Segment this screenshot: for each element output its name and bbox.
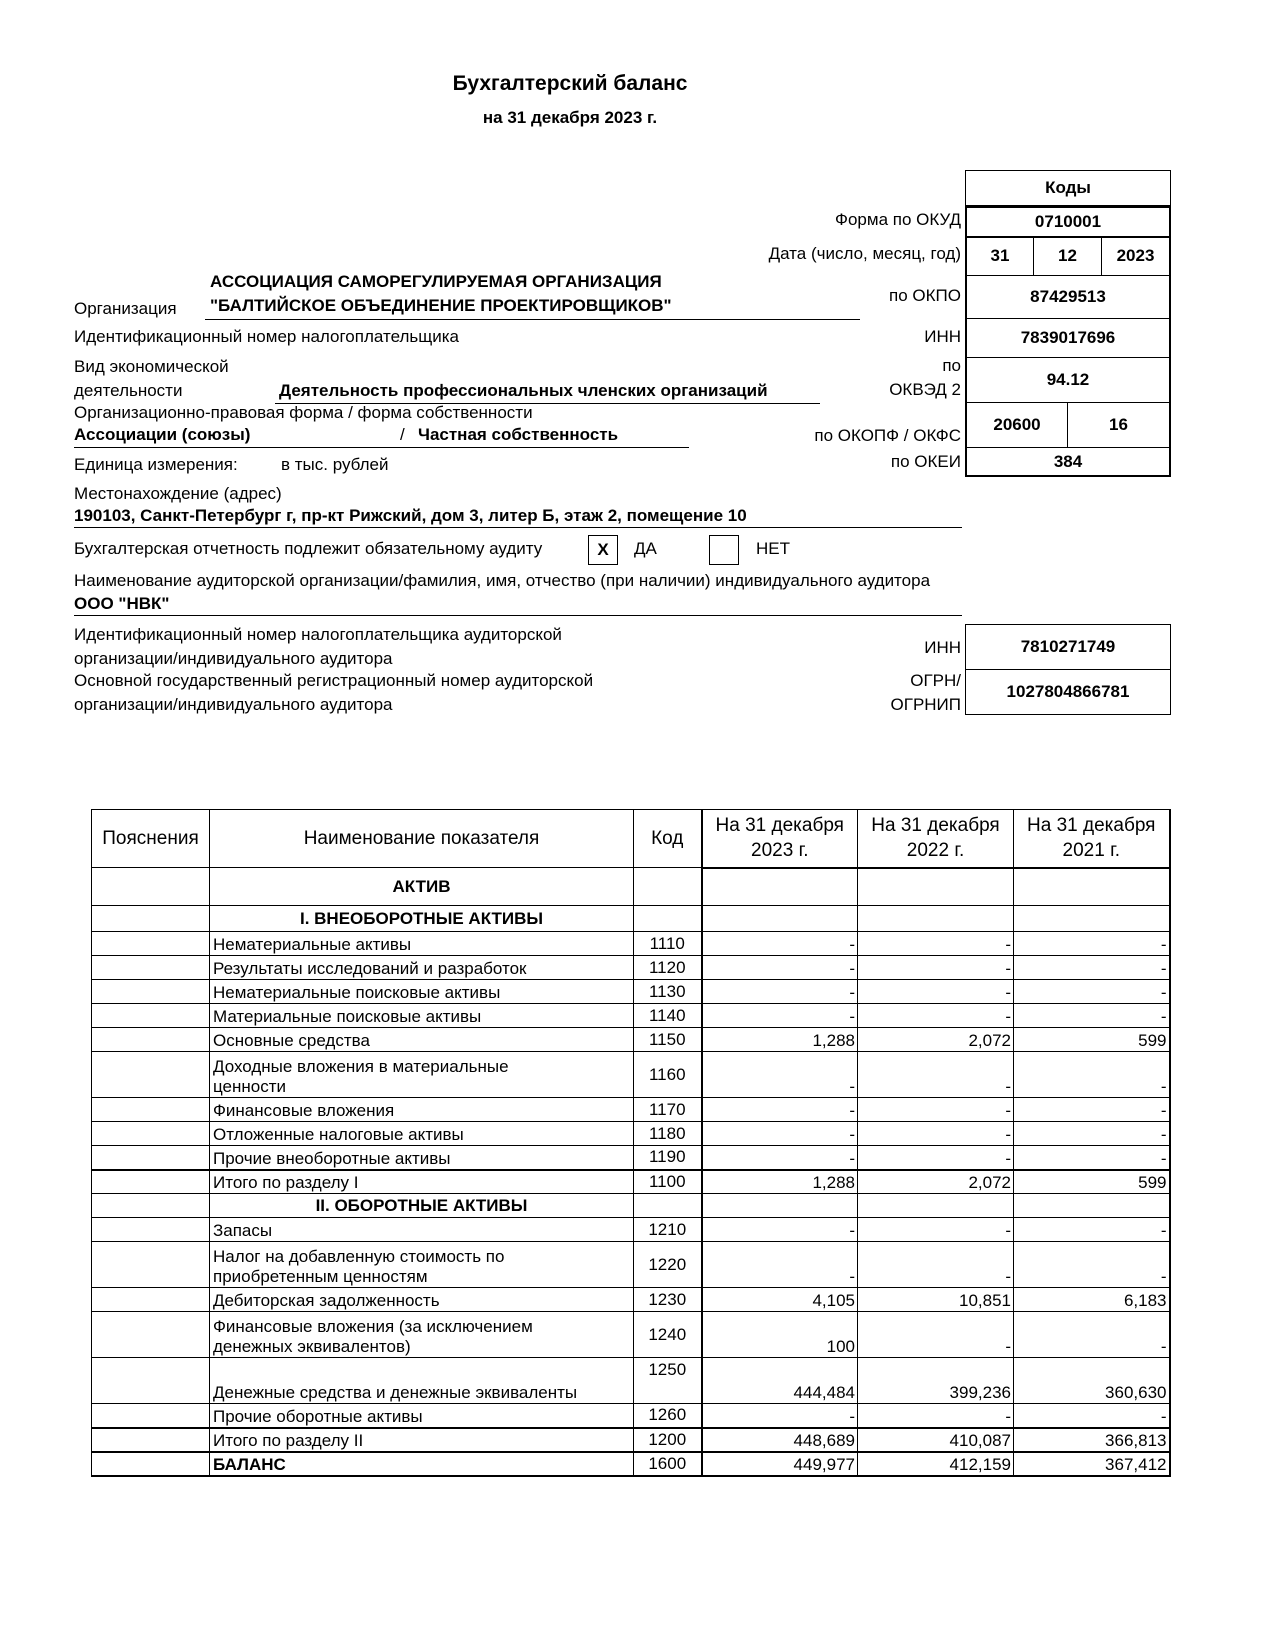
row-value-2022: -: [858, 1004, 1014, 1028]
row-value-2022: 10,851: [858, 1288, 1014, 1312]
row-value-2021: 599: [1014, 1028, 1170, 1052]
row-name: [210, 1052, 634, 1098]
okei-label: по ОКЕИ: [890, 452, 961, 471]
okpo-label: по ОКПО: [889, 286, 961, 305]
ownership-value: Частная собственность: [418, 425, 619, 444]
row-name: Запасы: [210, 1218, 634, 1242]
row-value-2022: -: [858, 1098, 1014, 1122]
row-code: 1130: [634, 980, 702, 1004]
row-name-line2: денежных эквивалентов): [213, 1337, 411, 1356]
date-year-value: 2023: [1116, 246, 1155, 265]
audit-yes-label: ДА: [634, 539, 657, 558]
aktiv-row: [92, 868, 1170, 906]
aktiv-heading: АКТИВ: [210, 868, 634, 906]
row-value-2023: -: [702, 1218, 858, 1242]
okopf-value: 20600: [993, 415, 1041, 434]
table-header-row: [92, 810, 1170, 868]
section1-row: [92, 906, 1170, 932]
page-title: Бухгалтерский баланс: [452, 72, 688, 95]
row-value-2022: 2,072: [858, 1028, 1014, 1052]
row-value-2022: -: [858, 1052, 1014, 1098]
row-value-2022: -: [858, 1312, 1014, 1358]
row-notes: [92, 1288, 210, 1312]
row-value-2021: -: [1014, 1004, 1170, 1028]
legal-form-label: Организационно-правовая форма / форма собственности: [74, 403, 533, 422]
row-name: Основные средства: [210, 1028, 634, 1052]
row-notes: [92, 1146, 210, 1170]
okopf-label: по ОКОПФ / ОКФС: [814, 426, 961, 445]
address-value: 190103, Санкт-Петербург г, пр-кт Рижский, дом 3, литер Б, этаж 2, помещение 10: [74, 506, 747, 525]
row-notes: [92, 932, 210, 956]
okved-label-1: по: [942, 356, 961, 375]
activity-label-2: деятельности: [74, 381, 183, 400]
col-name-header: Наименование показателя: [210, 810, 634, 868]
row-value-2022: -: [858, 956, 1014, 980]
auditor-label: Наименование аудиторской организации/фамилия, имя, отчество (при наличии) индивидуального аудитора: [74, 571, 931, 590]
col-2021-header-l2: 2021 г.: [1062, 840, 1120, 862]
row-code: 1250: [634, 1358, 702, 1404]
row-value-2023: 1,288: [702, 1028, 858, 1052]
org-name-line2: "БАЛТИЙСКОЕ ОБЪЕДИНЕНИЕ ПРОЕКТИРОВЩИКОВ": [210, 296, 672, 315]
auditor-inn-code: [965, 624, 1171, 670]
row-code: 1100: [634, 1170, 702, 1194]
row-name: Материальные поисковые активы: [210, 1004, 634, 1028]
col-2021-header-l1: На 31 декабря: [1027, 815, 1156, 837]
row-name: Итого по разделу II: [210, 1428, 634, 1452]
row-code: 1260: [634, 1404, 702, 1428]
row-value-2021: 366,813: [1014, 1428, 1170, 1452]
section2-heading: II. ОБОРОТНЫЕ АКТИВЫ: [210, 1194, 634, 1218]
section1-heading: I. ВНЕОБОРОТНЫЕ АКТИВЫ: [210, 906, 634, 932]
row-name: БАЛАНС: [210, 1452, 634, 1476]
row-value-2021: -: [1014, 1404, 1170, 1428]
auditor-underline: [74, 615, 962, 616]
table-row: [92, 1288, 1170, 1312]
table-row: [92, 1242, 1170, 1288]
okved-code: [965, 357, 1171, 403]
unit-value: в тыс. рублей: [281, 455, 389, 474]
audit-mandatory-label: Бухгалтерская отчетность подлежит обязательному аудиту: [74, 539, 543, 558]
legal-form-value: Ассоциации (союзы): [74, 425, 251, 444]
row-notes: [92, 1242, 210, 1288]
table-row: [92, 1170, 1170, 1194]
auditor-inn-label-1: Идентификационный номер налогоплательщика аудиторской: [74, 625, 562, 644]
row-notes: [92, 1358, 210, 1404]
table-row: [92, 1404, 1170, 1428]
row-value-2021: -: [1014, 1312, 1170, 1358]
row-value-2022: -: [858, 1122, 1014, 1146]
auditor-inn-label-2: организации/индивидуального аудитора: [74, 649, 393, 668]
row-notes: [92, 1404, 210, 1428]
auditor-ogrn-code-label-1: ОГРН/: [910, 671, 961, 690]
row-name: [210, 1242, 634, 1288]
row-value-2023: -: [702, 956, 858, 980]
row-value-2022: -: [858, 1146, 1014, 1170]
auditor-ogrn-label-1: Основной государственный регистрационный номер аудиторской: [74, 671, 594, 690]
row-value-2023: 1,288: [702, 1170, 858, 1194]
row-name: Финансовые вложения: [210, 1098, 634, 1122]
row-value-2022: 410,087: [858, 1428, 1014, 1452]
row-notes: [92, 1170, 210, 1194]
row-name: Прочие оборотные активы: [210, 1404, 634, 1428]
row-value-2021: -: [1014, 1218, 1170, 1242]
row-value-2021: -: [1014, 980, 1170, 1004]
row-name-line2: приобретенным ценностям: [213, 1267, 428, 1286]
row-value-2022: -: [858, 932, 1014, 956]
row-code: 1600: [634, 1452, 702, 1476]
auditor-ogrn-code: [965, 669, 1171, 715]
row-name-line1: Доходные вложения в материальные: [213, 1057, 509, 1076]
table-row: [92, 1122, 1170, 1146]
org-name-line1: АССОЦИАЦИЯ САМОРЕГУЛИРУЕМАЯ ОРГАНИЗАЦИЯ: [210, 272, 662, 291]
auditor-inn-value: 7810271749: [1020, 637, 1116, 656]
col-2023-header-l2: 2023 г.: [751, 840, 809, 862]
col-2023-header: [702, 810, 858, 868]
row-value-2022: 399,236: [858, 1358, 1014, 1404]
table-row: [92, 1098, 1170, 1122]
row-code: 1210: [634, 1218, 702, 1242]
okud-label: Форма по ОКУД: [835, 210, 961, 229]
date-month-value: 12: [1058, 246, 1077, 265]
row-name: Итого по разделу I: [210, 1170, 634, 1194]
okud-value: 0710001: [1034, 212, 1102, 231]
row-name: Прочие внеоборотные активы: [210, 1146, 634, 1170]
row-value-2021: -: [1014, 1098, 1170, 1122]
col-2023-header-l1: На 31 декабря: [715, 815, 844, 837]
row-value-2023: -: [702, 1098, 858, 1122]
row-name: Нематериальные поисковые активы: [210, 980, 634, 1004]
col-notes-header: Пояснения: [92, 810, 210, 868]
row-value-2021: 367,412: [1014, 1452, 1170, 1476]
address-label: Местонахождение (адрес): [74, 484, 282, 503]
row-notes: [92, 1218, 210, 1242]
row-notes: [92, 1052, 210, 1098]
row-value-2023: -: [702, 1122, 858, 1146]
activity-label-1: Вид экономической: [74, 357, 229, 376]
table-row: [92, 1452, 1170, 1476]
row-code: 1140: [634, 1004, 702, 1028]
row-value-2021: -: [1014, 932, 1170, 956]
address-underline: [74, 527, 962, 528]
row-name: Дебиторская задолженность: [210, 1288, 634, 1312]
inn-label: Идентификационный номер налогоплательщика: [74, 327, 459, 346]
okpo-code: [965, 275, 1171, 319]
col-2021-header: [1014, 810, 1170, 868]
okfs-code: [1067, 402, 1171, 448]
row-notes: [92, 1452, 210, 1476]
row-value-2023: -: [702, 1052, 858, 1098]
date-label: Дата (число, месяц, год): [768, 244, 961, 263]
row-notes: [92, 1004, 210, 1028]
row-notes: [92, 1312, 210, 1358]
table-row: [92, 1004, 1170, 1028]
row-code: 1200: [634, 1428, 702, 1452]
row-value-2023: -: [702, 980, 858, 1004]
row-value-2022: 2,072: [858, 1170, 1014, 1194]
row-value-2023: -: [702, 1242, 858, 1288]
row-name: [210, 1312, 634, 1358]
row-notes: [92, 956, 210, 980]
audit-yes-checkbox[interactable]: [588, 535, 618, 565]
org-underline: [205, 319, 860, 320]
row-code: 1110: [634, 932, 702, 956]
row-name: Результаты исследований и разработок: [210, 956, 634, 980]
row-code: 1180: [634, 1122, 702, 1146]
row-notes: [92, 1028, 210, 1052]
okei-value: 384: [1053, 451, 1083, 471]
codes-header: [965, 170, 1171, 206]
row-name: Отложенные налоговые активы: [210, 1122, 634, 1146]
row-value-2023: -: [702, 932, 858, 956]
row-value-2021: -: [1014, 1146, 1170, 1170]
unit-label: Единица измерения:: [74, 455, 238, 474]
row-value-2021: -: [1014, 956, 1170, 980]
row-value-2023: 444,484: [702, 1358, 858, 1404]
row-value-2021: 6,183: [1014, 1288, 1170, 1312]
row-code: 1220: [634, 1242, 702, 1288]
codes-title: Коды: [1045, 178, 1091, 197]
row-value-2023: 100: [702, 1312, 858, 1358]
row-code: 1120: [634, 956, 702, 980]
row-value-2023: -: [702, 1004, 858, 1028]
table-row: [92, 932, 1170, 956]
auditor-ogrn-label-2: организации/индивидуального аудитора: [74, 695, 393, 714]
col-code-header: Код: [634, 810, 702, 868]
audit-no-checkbox[interactable]: [709, 535, 739, 565]
row-value-2021: -: [1014, 1242, 1170, 1288]
row-name: Денежные средства и денежные эквиваленты: [210, 1358, 634, 1404]
row-notes: [92, 1122, 210, 1146]
row-value-2023: 449,977: [702, 1452, 858, 1476]
checkbox-mark: X: [597, 540, 609, 559]
table-row: [92, 1428, 1170, 1452]
row-value-2023: 4,105: [702, 1288, 858, 1312]
auditor-inn-code-label: ИНН: [924, 638, 961, 657]
table-row: [92, 1218, 1170, 1242]
okopf-code: [965, 402, 1068, 448]
row-notes: [92, 1098, 210, 1122]
row-value-2023: -: [702, 1146, 858, 1170]
col-2022-header-l1: На 31 декабря: [871, 815, 1000, 837]
row-code: 1150: [634, 1028, 702, 1052]
org-label: Организация: [74, 299, 177, 318]
row-value-2023: 448,689: [702, 1428, 858, 1452]
table-row: [92, 1358, 1170, 1404]
row-value-2021: -: [1014, 1122, 1170, 1146]
inn-value: 7839017696: [1020, 328, 1116, 347]
row-value-2021: 360,630: [1014, 1358, 1170, 1404]
col-2022-header: [858, 810, 1014, 868]
balance-table: [91, 809, 1171, 1477]
inn-code: [965, 318, 1171, 358]
row-notes: [92, 980, 210, 1004]
row-value-2023: -: [702, 1404, 858, 1428]
page-subtitle: на 31 декабря 2023 г.: [482, 108, 658, 127]
inn-code-label: ИНН: [924, 327, 961, 346]
row-value-2021: 599: [1014, 1170, 1170, 1194]
row-name-line1: Налог на добавленную стоимость по: [213, 1247, 505, 1266]
auditor-ogrn-code-label-2: ОГРНИП: [890, 695, 961, 714]
okei-code: [965, 447, 1171, 477]
okved-value: 94.12: [1046, 370, 1090, 389]
date-year: [1101, 236, 1171, 276]
row-value-2022: -: [858, 980, 1014, 1004]
row-value-2022: 412,159: [858, 1452, 1014, 1476]
date-day: [965, 236, 1034, 276]
table-row: [92, 956, 1170, 980]
table-row: [92, 1312, 1170, 1358]
activity-value: Деятельность профессиональных членских организаций: [279, 381, 768, 400]
row-name-line2: ценности: [213, 1077, 287, 1096]
audit-no-label: НЕТ: [756, 539, 790, 558]
legal-form-underline: [74, 447, 689, 448]
row-code: 1190: [634, 1146, 702, 1170]
row-value-2021: -: [1014, 1052, 1170, 1098]
row-value-2022: -: [858, 1218, 1014, 1242]
date-day-value: 31: [990, 246, 1010, 265]
table-row: [92, 1052, 1170, 1098]
auditor-ogrn-value: 1027804866781: [1006, 682, 1130, 701]
okud-code: [965, 206, 1171, 238]
date-month: [1033, 236, 1102, 276]
section2-row: [92, 1194, 1170, 1218]
row-code: 1240: [634, 1312, 702, 1358]
okpo-value: 87429513: [1030, 287, 1106, 306]
row-code: 1170: [634, 1098, 702, 1122]
auditor-name: ООО "НВК": [74, 594, 170, 613]
row-value-2022: -: [858, 1242, 1014, 1288]
okved-label-2: ОКВЭД 2: [889, 380, 961, 399]
table-row: [92, 1028, 1170, 1052]
okfs-value: 16: [1109, 415, 1128, 434]
table-row: [92, 980, 1170, 1004]
row-notes: [92, 1428, 210, 1452]
row-name-line1: Финансовые вложения (за исключением: [213, 1317, 533, 1336]
col-2022-header-l2: 2022 г.: [906, 840, 965, 862]
table-row: [92, 1146, 1170, 1170]
row-value-2022: -: [858, 1404, 1014, 1428]
legal-form-slash: /: [400, 425, 405, 444]
row-name: Нематериальные активы: [210, 932, 634, 956]
row-code: 1230: [634, 1288, 702, 1312]
row-code: 1160: [634, 1052, 702, 1098]
